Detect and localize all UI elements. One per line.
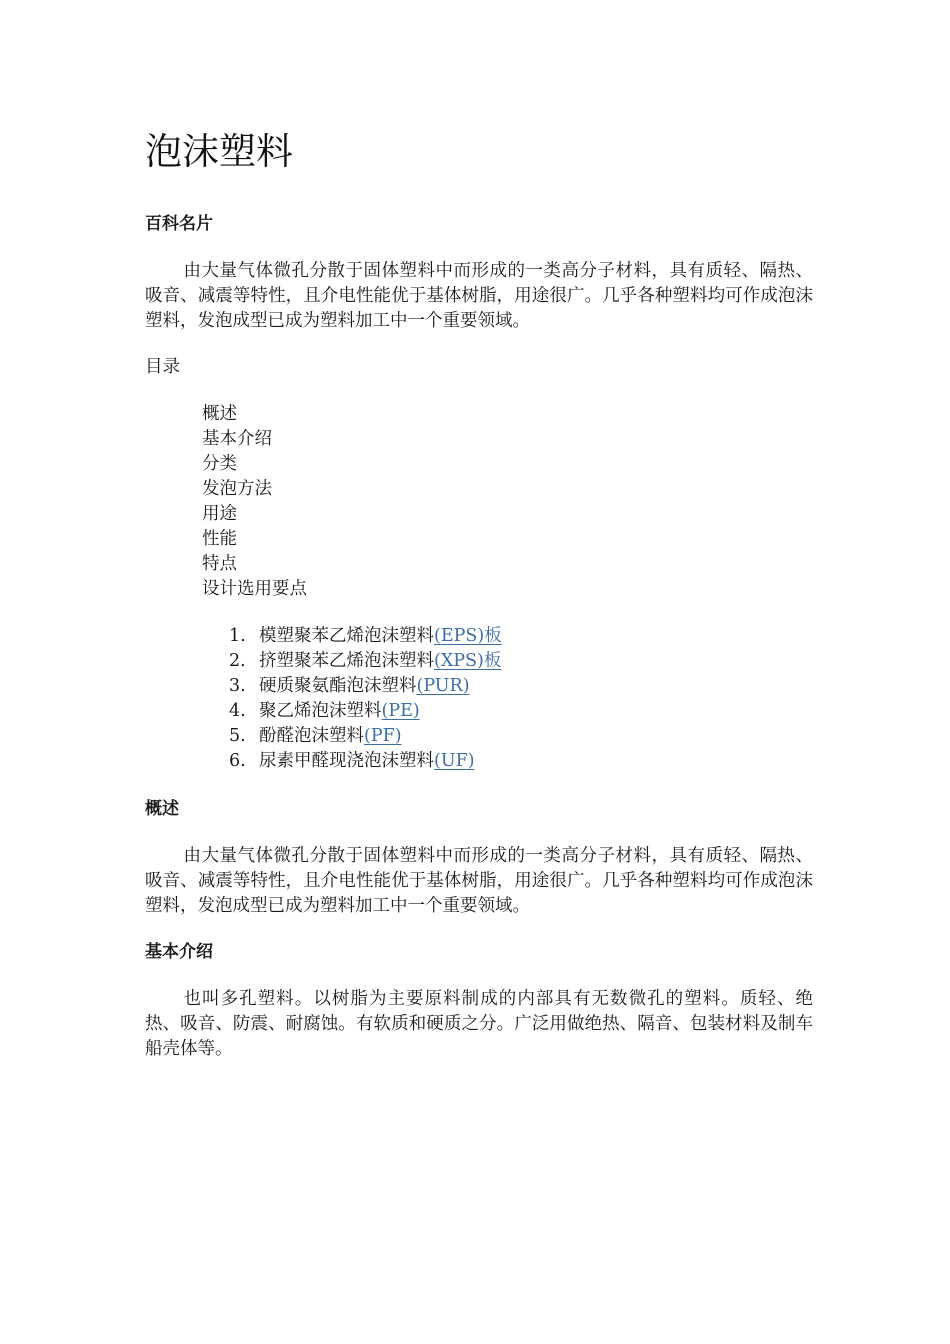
toc-sub-text: 尿素甲醛现浇泡沫塑料 bbox=[259, 751, 434, 771]
toc-item-design-points[interactable]: 设计选用要点 bbox=[202, 579, 307, 599]
toc-item-basic-intro[interactable]: 基本介绍 bbox=[202, 429, 272, 449]
toc-sub-number: 4. bbox=[229, 701, 246, 721]
toc-sub-item[interactable] bbox=[229, 724, 502, 749]
toc-item-classification[interactable]: 分类 bbox=[202, 454, 237, 474]
toc-sub-link[interactable]: (XPS)板 bbox=[434, 651, 502, 671]
section-paragraph-overview: 由大量气体微孔分散于固体塑料中而形成的一类高分子材料，具有质轻、隔热、吸音、减震等特性，且介电性能优于基体树脂，用途很广。几乎各种塑料均可作成泡沫塑料，发泡成型已成为塑料加工中一个重要领域。 bbox=[145, 846, 813, 916]
toc-sub-item[interactable] bbox=[229, 649, 502, 674]
summary-heading: 百科名片 bbox=[145, 214, 213, 234]
toc-list bbox=[202, 402, 307, 602]
toc-item-features[interactable]: 特点 bbox=[202, 554, 237, 574]
toc-sub-text: 挤塑聚苯乙烯泡沫塑料 bbox=[259, 651, 434, 671]
toc-sub-link[interactable]: (PF) bbox=[364, 726, 402, 746]
toc-sub-link[interactable]: (EPS)板 bbox=[434, 626, 502, 646]
toc-sub-text: 聚乙烯泡沫塑料 bbox=[259, 701, 382, 721]
toc-sub-item[interactable] bbox=[229, 624, 502, 649]
toc-item-uses[interactable]: 用途 bbox=[202, 504, 237, 524]
toc-sub-link[interactable]: (UF) bbox=[434, 751, 475, 771]
toc-sub-text: 硬质聚氨酯泡沫塑料 bbox=[259, 676, 417, 696]
toc-sub-text: 酚醛泡沫塑料 bbox=[259, 726, 364, 746]
toc-sub-link[interactable]: (PUR) bbox=[416, 676, 470, 696]
toc-item-overview[interactable]: 概述 bbox=[202, 404, 237, 424]
toc-sub-list bbox=[229, 624, 502, 774]
toc-sub-number: 3. bbox=[229, 676, 246, 696]
toc-sub-number: 2. bbox=[229, 651, 246, 671]
toc-sub-item[interactable] bbox=[229, 699, 502, 724]
page-title: 泡沫塑料 bbox=[145, 130, 293, 173]
section-paragraph-basic-intro: 也叫多孔塑料。以树脂为主要原料制成的内部具有无数微孔的塑料。质轻、绝热、吸音、防震、耐腐蚀。有软质和硬质之分。广泛用做绝热、隔音、包装材料及制车船壳体等。 bbox=[145, 989, 813, 1059]
toc-sub-link[interactable]: (PE) bbox=[381, 701, 420, 721]
toc-sub-item[interactable] bbox=[229, 674, 502, 699]
summary-paragraph: 由大量气体微孔分散于固体塑料中而形成的一类高分子材料，具有质轻、隔热、吸音、减震等特性，且介电性能优于基体树脂，用途很广。几乎各种塑料均可作成泡沫塑料，发泡成型已成为塑料加工中一个重要领域。 bbox=[145, 261, 813, 331]
toc-sub-number: 1. bbox=[229, 626, 246, 646]
toc-item-foaming-method[interactable]: 发泡方法 bbox=[202, 479, 272, 499]
toc-label: 目录 bbox=[145, 357, 180, 377]
section-heading-basic-intro: 基本介绍 bbox=[145, 942, 213, 962]
section-heading-overview: 概述 bbox=[145, 799, 179, 819]
toc-sub-number: 5. bbox=[229, 726, 246, 746]
toc-sub-item[interactable] bbox=[229, 749, 502, 774]
toc-item-performance[interactable]: 性能 bbox=[202, 529, 237, 549]
toc-sub-text: 模塑聚苯乙烯泡沫塑料 bbox=[259, 626, 434, 646]
toc-sub-number: 6. bbox=[229, 751, 246, 771]
